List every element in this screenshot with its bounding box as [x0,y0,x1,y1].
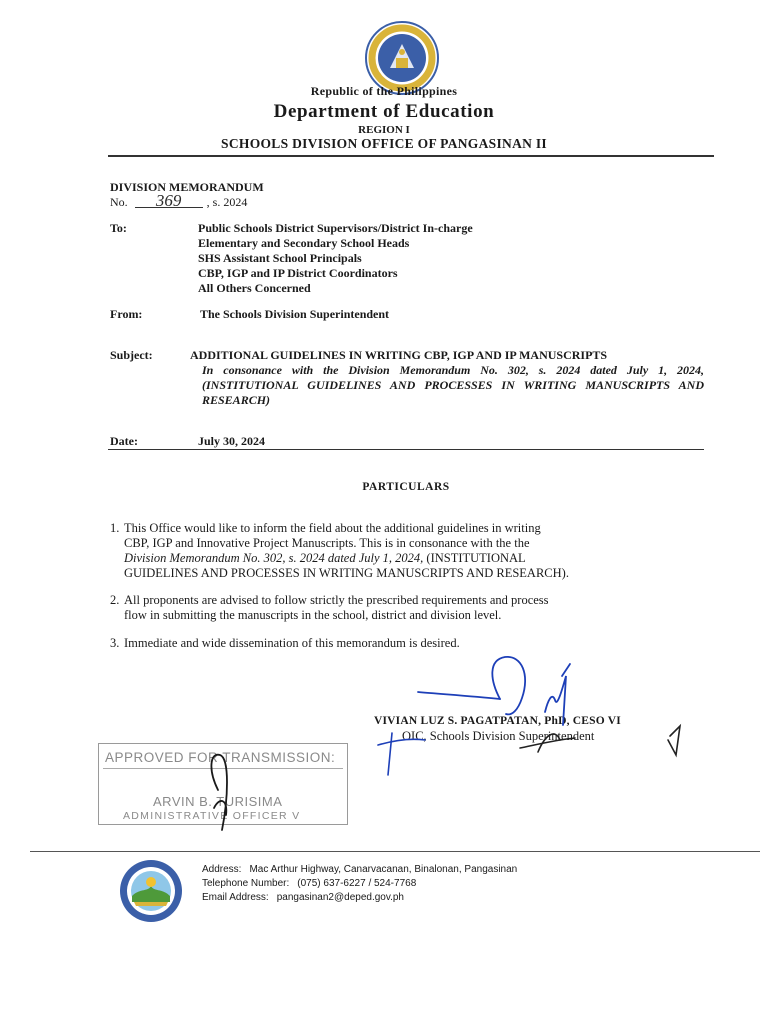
footer-address: Address: Mac Arthur Highway, Canarvacanan, Binalonan, Pangasinan [202,864,518,875]
footer-phone: Telephone Number: (075) 637-6227 / 524-7768 [202,878,417,889]
recipient-item: All Others Concerned [198,281,311,295]
memo-number-label: No. [110,195,128,209]
date-value: July 30, 2024 [198,434,266,448]
stamp-name: ARVIN B. TURISIMA [153,794,283,809]
paragraph-number: 2. [110,593,120,607]
header-divider [108,155,714,157]
memo-number-line [110,191,248,210]
memo-number-handwritten: 369 [135,195,203,208]
approval-stamp [98,743,348,825]
paragraph-1: 1. This Office would like to inform the field about the additional guidelines in writing CBP, IGP and Innovative Project Manuscripts. This is in consonance with the the Division Memorandum No. 302, s. 2024 dated July 1, 2024, (INSTITUTIONAL GUIDELINES AND PROCESSES IN WRITING MANUSCRIPTS AND RESEARCH). [110,521,569,580]
paragraph-number: 1. [110,521,120,535]
footer-divider [30,851,760,852]
stamp-divider [103,768,343,769]
date-divider [108,449,704,450]
from-value: The Schools Division Superintendent [200,307,390,321]
region-heading: REGION I [358,124,410,136]
recipient-item: SHS Assistant School Principals [198,251,362,265]
date-label: Date: [110,434,138,448]
paragraph-3: 3. Immediate and wide dissemination of this memorandum is desired. [110,636,460,650]
from-label: From: [110,307,143,321]
subject-title: ADDITIONAL GUIDELINES IN WRITING CBP, IGP AND IP MANUSCRIPTS [190,348,608,362]
stamp-heading: APPROVED FOR TRANSMISSION: [105,750,336,765]
footer-email: Email Address: pangasinan2@deped.gov.ph [202,892,404,903]
to-label: To: [110,221,127,235]
paragraph-2: 2. All proponents are advised to follow strictly the prescribed requirements and process flow in submitting the manuscripts in the school, district and division level. [110,593,549,622]
republic-heading: Republic of the Philippines [310,84,458,98]
subject-subtitle: In consonance with the Division Memorandum No. 302, s. 2024 dated July 1, 2024, (INSTITUTIONAL GUIDELINES AND PROCESSES IN WRITING MANUSCRIPTS AND RESEARCH) [202,363,704,407]
stamp-position: ADMINISTRATIVE OFFICER V [123,810,301,822]
email-link[interactable]: pangasinan2@deped.gov.ph [276,892,404,903]
memo-title: DIVISION MEMORANDUM [110,180,264,194]
recipient-item: Elementary and Secondary School Heads [198,236,410,250]
pangasinan-division-seal-icon [118,858,184,924]
particulars-heading: PARTICULARS [362,481,450,493]
recipient-item: CBP, IGP and IP District Coordinators [198,266,398,280]
department-heading: Department of Education [273,101,495,122]
division-office-heading: SCHOOLS DIVISION OFFICE OF PANGASINAN II [221,136,547,151]
signatory-position: OIC, Schools Division Superintendent [402,729,595,743]
subject-label: Subject: [110,348,153,362]
recipient-item: Public Schools District Supervisors/District In-charge [198,221,473,235]
memo-series: , s. 2024 [206,195,248,209]
paragraph-number: 3. [110,636,120,650]
subject-block [190,348,704,408]
recipient-list [198,221,473,296]
signatory-name: VIVIAN LUZ S. PAGATPATAN, PhD, CESO VI [374,715,621,727]
